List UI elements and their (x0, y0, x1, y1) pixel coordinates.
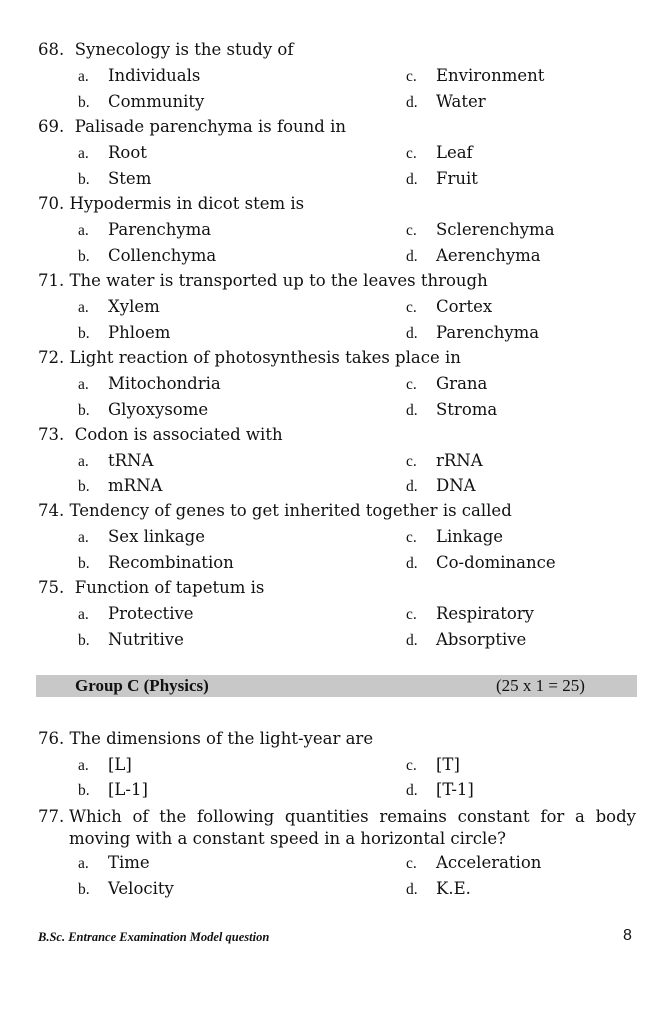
option-a[interactable] (78, 66, 200, 87)
option-letter: c. (406, 757, 417, 774)
option-letter: c. (406, 453, 417, 470)
option-a[interactable] (78, 297, 160, 318)
option-a[interactable] (78, 451, 153, 472)
option-letter: b. (78, 248, 90, 265)
option-text: Sex linkage (108, 527, 205, 546)
option-a[interactable] (78, 374, 221, 395)
question-69 (38, 117, 346, 137)
option-text: Sclerenchyma (436, 220, 555, 239)
option-letter: a. (78, 855, 89, 872)
option-text: [L-1] (108, 780, 148, 799)
option-text: [T-1] (436, 780, 474, 799)
option-b[interactable] (78, 92, 204, 113)
option-letter: b. (78, 478, 90, 495)
option-c[interactable] (406, 604, 534, 625)
option-a[interactable] (78, 853, 150, 874)
option-c[interactable] (406, 755, 460, 776)
question-75 (38, 578, 264, 598)
option-c[interactable] (406, 297, 492, 318)
option-d[interactable] (406, 169, 478, 190)
option-letter: a. (78, 299, 89, 316)
option-d[interactable] (406, 879, 471, 900)
question-74 (38, 501, 512, 521)
question-text: Codon is associated with (74, 425, 283, 444)
option-letter: c. (406, 376, 417, 393)
option-text: Respiratory (436, 604, 534, 623)
option-text: Linkage (436, 527, 504, 546)
option-d[interactable] (406, 92, 486, 113)
question-number: 68. (38, 40, 65, 59)
option-c[interactable] (406, 143, 473, 164)
option-letter: c. (406, 855, 417, 872)
option-b[interactable] (78, 780, 148, 801)
option-letter: b. (78, 782, 90, 799)
option-text: Velocity (108, 879, 174, 898)
option-letter: c. (406, 68, 417, 85)
question-text: Synecology is the study of (74, 40, 294, 59)
question-text: Palisade parenchyma is found in (74, 117, 346, 136)
option-text: Grana (436, 374, 488, 393)
option-b[interactable] (78, 400, 208, 421)
question-number: 75. (38, 578, 65, 597)
option-letter: d. (406, 881, 418, 898)
option-letter: a. (78, 757, 89, 774)
question-text: Tendency of genes to get inherited together is called (69, 501, 512, 520)
option-text: Phloem (108, 323, 171, 342)
question-number: 77. (38, 807, 65, 826)
option-a[interactable] (78, 143, 147, 164)
option-b[interactable] (78, 630, 184, 651)
option-text: Root (108, 143, 147, 162)
option-text: Acceleration (436, 853, 542, 872)
page-number: 8 (623, 927, 632, 944)
option-letter: d. (406, 402, 418, 419)
option-c[interactable] (406, 374, 487, 395)
question-number: 76. (38, 729, 65, 748)
option-letter: d. (406, 325, 418, 342)
option-a[interactable] (78, 755, 132, 776)
option-letter: b. (78, 555, 90, 572)
option-text: Glyoxysome (108, 400, 209, 419)
option-letter: c. (406, 145, 417, 162)
option-text: Community (108, 92, 205, 111)
question-71 (38, 271, 488, 291)
option-a[interactable] (78, 220, 211, 241)
option-letter: d. (406, 248, 418, 265)
group-marks: (25 x 1 = 25) (496, 676, 585, 695)
option-letter: d. (406, 478, 418, 495)
option-c[interactable] (406, 853, 541, 874)
group-header (36, 675, 637, 697)
question-70 (38, 194, 304, 214)
option-text: Recombination (108, 553, 234, 572)
footer-text: B.Sc. Entrance Examination Model question (38, 930, 270, 944)
option-b[interactable] (78, 476, 162, 497)
question-number: 74. (38, 501, 65, 520)
option-letter: d. (406, 632, 418, 649)
question-text: Light reaction of photosynthesis takes place in (69, 348, 461, 367)
option-text: Water (436, 92, 486, 111)
option-letter: c. (406, 529, 417, 546)
option-b[interactable] (78, 323, 170, 344)
question-text: Function of tapetum is (74, 578, 265, 597)
option-text: Parenchyma (436, 323, 540, 342)
option-b[interactable] (78, 246, 216, 267)
option-text: Aerenchyma (436, 246, 541, 265)
group-title: Group C (Physics) (75, 676, 209, 695)
option-d[interactable] (406, 400, 497, 421)
option-text: K.E. (436, 879, 471, 898)
question-text: The water is transported up to the leaves through (69, 271, 488, 290)
option-letter: d. (406, 555, 418, 572)
option-c[interactable] (406, 451, 483, 472)
option-text: Stem (108, 169, 152, 188)
option-letter: a. (78, 376, 89, 393)
option-text: DNA (436, 476, 476, 495)
question-text: The dimensions of the light-year are (69, 729, 374, 748)
question-number: 70. (38, 194, 65, 213)
option-letter: c. (406, 606, 417, 623)
option-text: [T] (436, 755, 460, 774)
question-number: 73. (38, 425, 65, 444)
option-letter: a. (78, 145, 89, 162)
option-c[interactable] (406, 66, 544, 87)
question-72 (38, 348, 461, 368)
option-b[interactable] (78, 879, 174, 900)
option-text: Mitochondria (108, 374, 221, 393)
option-letter: b. (78, 402, 90, 419)
option-letter: d. (406, 171, 418, 188)
option-letter: a. (78, 222, 89, 239)
option-text: rRNA (436, 451, 483, 470)
option-d[interactable] (406, 323, 539, 344)
option-letter: a. (78, 529, 89, 546)
option-d[interactable] (406, 476, 476, 497)
option-letter: b. (78, 171, 90, 188)
question-77 (38, 806, 636, 850)
question-68 (38, 40, 293, 60)
option-text: Leaf (436, 143, 473, 162)
option-text: tRNA (108, 451, 154, 470)
question-text: Hypodermis in dicot stem is (69, 194, 305, 213)
option-text: Cortex (436, 297, 493, 316)
question-76 (38, 729, 373, 749)
option-text: Nutritive (108, 630, 184, 649)
option-a[interactable] (78, 527, 205, 548)
option-b[interactable] (78, 553, 234, 574)
option-text: Individuals (108, 66, 201, 85)
option-text: Stroma (436, 400, 498, 419)
question-text: Which of the following quantities remains constant for a body moving with a constant speed in a horizontal circle? (69, 807, 636, 848)
option-text: Fruit (436, 169, 478, 188)
option-d[interactable] (406, 246, 541, 267)
option-letter: a. (78, 606, 89, 623)
question-73 (38, 425, 283, 445)
option-b[interactable] (78, 169, 151, 190)
option-text: Time (108, 853, 150, 872)
option-d[interactable] (406, 630, 526, 651)
option-text: Protective (108, 604, 194, 623)
option-text: Collenchyma (108, 246, 217, 265)
option-text: Xylem (108, 297, 160, 316)
option-d[interactable] (406, 553, 556, 574)
option-d[interactable] (406, 780, 474, 801)
option-letter: b. (78, 881, 90, 898)
option-text: Environment (436, 66, 545, 85)
question-number: 72. (38, 348, 65, 367)
option-letter: c. (406, 299, 417, 316)
option-letter: c. (406, 222, 417, 239)
option-text: Co-dominance (436, 553, 556, 572)
option-c[interactable] (406, 527, 503, 548)
question-number: 69. (38, 117, 65, 136)
option-letter: d. (406, 94, 418, 111)
option-letter: a. (78, 68, 89, 85)
option-text: [L] (108, 755, 132, 774)
option-letter: d. (406, 782, 418, 799)
option-c[interactable] (406, 220, 555, 241)
question-number: 71. (38, 271, 65, 290)
option-a[interactable] (78, 604, 194, 625)
option-letter: b. (78, 632, 90, 649)
option-text: mRNA (108, 476, 163, 495)
option-letter: a. (78, 453, 89, 470)
option-text: Absorptive (436, 630, 527, 649)
option-letter: b. (78, 325, 90, 342)
option-text: Parenchyma (108, 220, 212, 239)
option-letter: b. (78, 94, 90, 111)
